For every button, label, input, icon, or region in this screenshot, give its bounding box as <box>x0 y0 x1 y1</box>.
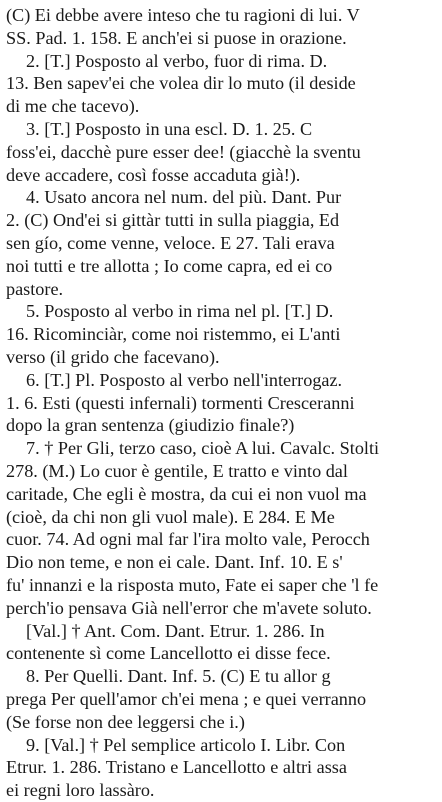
text-line-5: di me che tacevo). <box>6 96 140 117</box>
text-line-23: (cioè, da chi non gli vuol male). E 284. E Me <box>6 506 335 527</box>
text-line-35: ei regni loro lassàro. <box>6 780 155 801</box>
text-line-14: 5. Posposto al verbo in rima nel pl. [T.] D. <box>26 301 334 322</box>
text-line-16: verso (il grido che facevano). <box>6 346 220 367</box>
text-line-6: 3. [T.] Posposto in una escl. D. 1. 25. C <box>26 118 313 139</box>
text-line-21: 278. (M.) Lo cuor è gentile, E tratto e vinto dal <box>6 460 348 481</box>
text-line-32: (Se forse non dee leggersi che i.) <box>6 711 245 732</box>
text-line-30: 8. Per Quelli. Dant. Inf. 5. (C) E tu allor g <box>26 666 331 687</box>
text-line-3: 2. [T.] Posposto al verbo, fuor di rima. D. <box>26 50 328 71</box>
text-line-28: [Val.] † Ant. Com. Dant. Etrur. 1. 286. In <box>26 620 325 641</box>
text-line-11: sen gío, come venne, veloce. E 27. Tali erava <box>6 232 335 253</box>
text-line-4: 13. Ben sapev'ei che volea dir lo muto (il deside <box>6 73 356 94</box>
text-line-25: Dio non teme, e non ei cale. Dant. Inf. 10. E s' <box>6 552 343 573</box>
text-line-13: pastore. <box>6 278 64 299</box>
text-line-33: 9. [Val.] † Pel semplice articolo I. Libr. Con <box>26 734 346 755</box>
text-line-20: 7. † Per Gli, terzo caso, cioè A lui. Cavalc. Stolti <box>26 438 380 459</box>
dictionary-page-text <box>6 4 442 801</box>
text-line-18: 1. 6. Esti (questi infernali) tormenti Cresceranni <box>6 392 355 413</box>
text-line-2: SS. Pad. 1. 158. E anch'ei si puose in orazione. <box>6 27 347 48</box>
text-line-10: 2. (C) Ond'ei si gittàr tutti in sulla piaggia, Ed <box>6 210 340 231</box>
text-line-12: noi tutti e tre allotta ; Io come capra, ed ei co <box>6 255 333 276</box>
text-line-9: 4. Usato ancora nel num. del più. Dant. Pur <box>26 187 342 208</box>
text-line-26: fu' innanzi e la risposta muto, Fate ei saper che 'l fe <box>6 574 379 595</box>
text-line-7: foss'ei, dacchè pure esser dee! (giacchè la sventu <box>6 141 361 162</box>
text-line-34: Etrur. 1. 286. Tristano e Lancellotto e altri assa <box>6 757 347 778</box>
text-line-22: caritade, Che egli è mostra, da cui ei non vuol ma <box>6 483 367 504</box>
text-line-29: contenente sì come Lancellotto ei disse fece. <box>6 643 331 664</box>
text-line-17: 6. [T.] Pl. Posposto al verbo nell'interrogaz. <box>26 369 343 390</box>
text-line-24: cuor. 74. Ad ogni mal far l'ira molto vale, Perocch <box>6 529 370 550</box>
text-line-19: dopo la gran sentenza (giudizio finale?) <box>6 415 295 436</box>
text-line-27: perch'io pensava Già nell'error che m'avete soluto. <box>6 597 372 618</box>
text-line-31: prega Per quell'amor ch'ei mena ; e quei verranno <box>6 688 367 709</box>
text-line-8: deve accadere, così fosse accaduta già!). <box>6 164 301 185</box>
text-line-15: 16. Ricominciàr, come noi ristemmo, ei L'anti <box>6 324 341 345</box>
text-line-1: (C) Ei debbe avere inteso che tu ragioni di lui. V <box>6 5 360 25</box>
